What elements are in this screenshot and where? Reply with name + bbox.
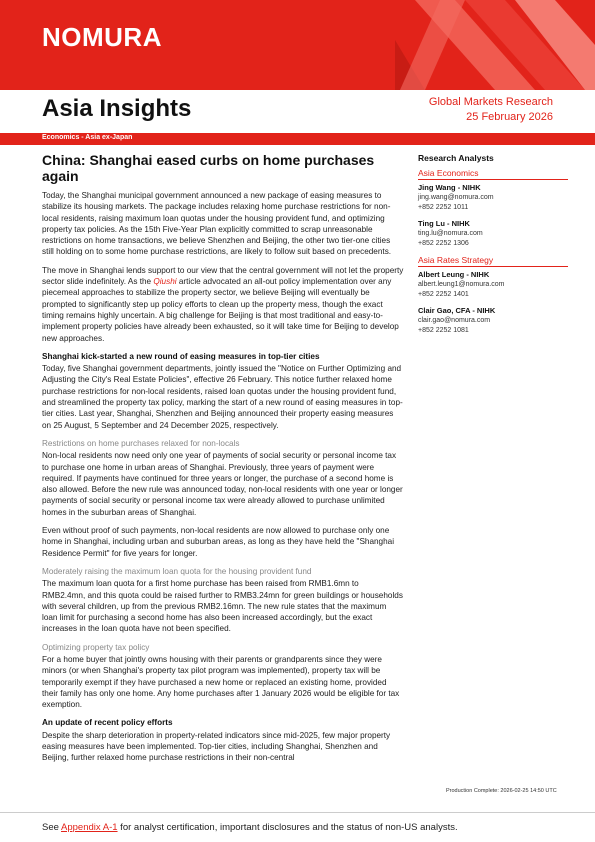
analyst-name: Ting Lu - NIHK [418, 219, 470, 228]
section-asia-rates: Asia Rates Strategy [418, 255, 568, 267]
analyst-phone: +852 2252 1401 [418, 291, 469, 298]
analyst-email[interactable]: jing.wang@nomura.com [418, 194, 494, 201]
section-heading-update: An update of recent policy efforts [42, 718, 173, 728]
footer-text-post: for analyst certification, important disclosures and the status of non-US analysts. [117, 822, 458, 833]
sidebar-title: Research Analysts [418, 153, 494, 163]
analyst-phone: +852 2252 1011 [418, 204, 469, 211]
division-label: Global Markets Research [428, 96, 553, 108]
paragraph-restrictions: Non-local residents now need only one year of payments of social security or personal income tax to purchase one home in urban areas of Shanghai. Previously, three years of payment were required. If payments have continued for three years or longer, the purchase of a second home is also allowed. Before the new rule was announced today, non-local residents with one year or longer payments of social security or personal income tax were already allowed to purchase unlimited homes in the suburban areas of Shanghai. [42, 451, 403, 517]
paragraph-property-tax: For a home buyer that jointly owns housing with their parents or grandparents since they were minors (or when Shanghai's property tax pilot program was implemented), property tax will be temporarily exempt if they have purchased a new home or replaced an existing home, provided their family has only one home. Any home purchases after 1 January 2026 would be eligible for tax exemption. [42, 654, 400, 710]
analyst-name: Jing Wang - NIHK [418, 183, 481, 192]
analyst-card [418, 270, 568, 300]
paragraph-text-a: The move in Shanghai lends support to our view that the central government will not let the property sector slide indefinitely. As the [42, 265, 404, 287]
header-decoration [395, 0, 595, 90]
subheading-loan-quota: Moderately raising the maximum loan quota for the housing provident fund [42, 566, 312, 576]
analyst-email[interactable]: albert.leung1@nomura.com [418, 281, 505, 288]
analyst-phone: +852 2252 1306 [418, 240, 469, 247]
qiushi-link[interactable]: Qiushi [153, 277, 177, 287]
publication-date: 25 February 2026 [466, 111, 553, 123]
appendix-link[interactable]: Appendix A-1 [61, 822, 118, 833]
production-timestamp: Production Complete: 2026-02-25 14:50 UTC [446, 788, 557, 794]
paragraph-intro: Today, the Shanghai municipal government announced a new package of easing measures to stabilize its housing markets. The package includes relaxing home purchase restrictions for non-local residents, raising maximum loan quotas under the housing provident fund, and optimizing property tax policies. As the 15th Five-Year Plan explicitly committed to scrap unreasonable restrictions on home transactions, we believe Shenzhen and Beijing, the other two tier-one cities still holding on to some home purchase restrictions, are likely to follow suit based on precedents. [42, 191, 392, 257]
header-band [0, 0, 595, 90]
section-asia-economics: Asia Economics [418, 168, 568, 180]
page-title: Asia Insights [42, 95, 192, 122]
subheading-property-tax: Optimizing property tax policy [42, 642, 150, 652]
analyst-name: Clair Gao, CFA - NIHK [418, 306, 496, 315]
analyst-card [418, 219, 568, 249]
nomura-logo: NOMURA [42, 22, 162, 52]
article-body [42, 152, 404, 771]
analyst-email[interactable]: ting.lu@nomura.com [418, 230, 483, 237]
paragraph-update: Despite the sharp deterioration in property-related indicators since mid-2025, few major property easing measures have been implemented. Top-tier cities, including Shanghai, Shenzhen and Beijing, further relaxed home purchase restrictions in their non-central [42, 730, 391, 763]
subheading-restrictions: Restrictions on home purchases relaxed for non-locals [42, 438, 240, 448]
analyst-card [418, 183, 568, 213]
paragraph-residence-permit: Even without proof of such payments, non-local residents are now allowed to purchase only one home in Shanghai, including urban and suburban areas, as long as they have held the "Shanghai Residence Permit" for five years for longer. [42, 526, 395, 558]
section-heading-kickstart: Shanghai kick-started a new round of easing measures in top-tier cities [42, 351, 320, 361]
paragraph-loan-quota: The maximum loan quota for a first home purchase has been raised from RMB1.6mn to RMB2.4mn, and this quota could be raised further to RMB3.24mn for green buildings or households with several children, up from the previous RMB2.16mn. The new rule states that the maximum loan limit for purchasing a second home has also been increased accordingly, but the exact increases in the loan quota have not been specified. [42, 579, 403, 634]
breadcrumb-band [0, 133, 595, 145]
analyst-name: Albert Leung - NIHK [418, 270, 490, 279]
paragraph-central-government [42, 265, 404, 344]
paragraph-notice: Today, five Shanghai government departments, jointly issued the "Notice on Further Optimizing and Adjusting the City's Real Estate Policies", effective 26 February. This notice further relaxed home purchase restrictions for non-local residents, raised loan quotas under the housing provident fund, and streamlined the property tax policy, marking the start of a new round of easing measures in top-tier cities. Last year, Shanghai, Shenzhen and Beijing announced their property easing measures on 25 August, 5 September and 24 December 2025, respectively. [42, 364, 403, 430]
breadcrumb: Economics - Asia ex-Japan [42, 134, 133, 141]
analyst-email[interactable]: clair.gao@nomura.com [418, 317, 491, 324]
article-headline: China: Shanghai eased curbs on home purchases again [42, 152, 375, 184]
analyst-phone: +852 2252 1081 [418, 327, 469, 334]
footer-divider [0, 812, 595, 813]
analyst-sidebar [418, 153, 568, 342]
footer-text-pre: See [42, 822, 62, 833]
paragraph-text-b: article advocated an all-out policy implementation over any piecemeal approaches to stabilize the property sector, we believe Beijing will eventually be prompted to significantly step up policy efforts to clean up the property mess, though the exact timing remains highly uncertain. A big challenge for Beijing is that most traditional and easy-to-implement property policies have already been exhausted, so it will take time for Beijing to develop new approaches. [42, 277, 399, 343]
footer-disclosure [42, 822, 458, 833]
analyst-card [418, 306, 568, 336]
